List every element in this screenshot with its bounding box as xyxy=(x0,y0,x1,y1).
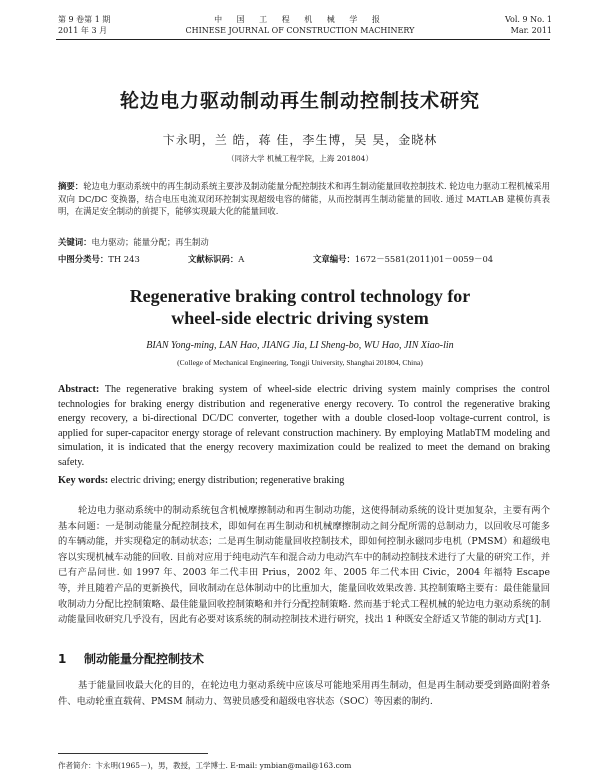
volume-issue-en: Vol. 9 No. 1 xyxy=(505,15,552,24)
intro-paragraph: 轮边电力驱动系统中的制动系统包含机械摩擦制动和再生制动功能，这使得制动系统的设计更加复杂，主要有两个基本问题：一是制动能量分配控制技术，即如何在再生制动和机械摩擦制动之间分配所需的总制动力，以回收尽可能多的车辆动能，并实现稳定的制动状态；二是再生制动能量回收控制技术，即如何控制永磁同步电机（PMSM）和超级电容以实现机械车动能的回收. 目前对应用于纯电动汽车和混合动力电动汽车中的制动控制技术进行了大量的研究工作，并已有产品问世. 如 1997 年、2003 年二代丰田 Prius，2002 年、2005 年二代本田 Civic，2004 年福特 Escape 等，并且随着产品的更新换代，回收制动在总体制动中的比重加大，能量回收效果改善. 其控制策略主要有：最佳能量回收制动力分配比控制策略、最佳能量回收控制策略和并行分配控制策略. 然而基于轮式工程机械的轮边电力驱动系统的制动能量回收研究几乎没有，因此有必要对该系统的制动控制技术进行研究，找出 1 种既安全舒适又节能的制动方式[1]. xyxy=(58,505,550,626)
section-1-paragraph: 基于能量回收最大化的目的，在轮边电力驱动系统中应该尽可能地采用再生制动，但是再生制动要受到路面附着条件、电动轮重直载荷、PMSM 制动力、驾驶员感受和超级电容状态（SOC）等因素的制约. xyxy=(58,680,550,707)
journal-name-en: CHINESE JOURNAL OF CONSTRUCTION MACHINERY xyxy=(185,26,415,35)
abstract-cn-text: 轮边电力驱动系统中的再生制动系统主要涉及制动能量分配控制技术和再生制动能量回收控制技术. 轮边电力驱动工程机械采用双向 DC/DC 变换器，结合电压电流双闭环控制实现超级电容的储能，从而控制再生制动能量的回收. 通过 MATLAB 建模仿真表明，在满足安全制动的前提下，能够实现最大化的能量回收. xyxy=(58,181,551,217)
author-footnote: 作者简介：卞永明(1965－)，男，教授，工学博士. E-mail: ymbian@mail@163.com xyxy=(58,761,352,770)
authors-cn: 卞永明，兰 皓，蒋 佳，李生博，吴 昊，金晓林 xyxy=(162,133,438,147)
keywords-cn-text: 电力驱动；能量分配；再生制动 xyxy=(91,237,209,247)
keywords-cn-label: 关键词： xyxy=(58,237,92,247)
footnote-rule xyxy=(58,753,208,754)
paper-title-en-line1: Regenerative braking control technology for xyxy=(129,286,471,306)
abstract-en-text: The regenerative braking system of wheel-side electric driving system mainly comprises the control technologies for braking energy distribution and regenerative energy recovery. To control the regenerative braking energy recovery, a bi-directional DC/DC converter, together with a double closed-loop voltage-current control, is applied for super-capacitor energy storage of relevant construction machinery. By employing MatlabTM modeling and simulation, it is indicated that the energy recovery maximization could be realized to meet the demand on braking safety. xyxy=(58,384,550,468)
volume-issue: 第 9 卷第 1 期 xyxy=(58,15,111,24)
paper-title-en xyxy=(0,285,600,329)
paper-title-en-line2: wheel-side electric driving system xyxy=(171,308,429,328)
paper-title-cn: 轮边电力驱动制动再生制动控制技术研究 xyxy=(119,90,480,112)
abstract-en xyxy=(58,383,550,471)
section-title: 制动能量分配控制技术 xyxy=(84,652,205,666)
issue-date: 2011 年 3 月 xyxy=(58,26,108,35)
article-number xyxy=(313,253,493,265)
abstract-en-label: Abstract: xyxy=(58,384,100,395)
journal-name-cn: 中 国 工 程 机 械 学 报 xyxy=(214,15,386,24)
keywords-en-label: Key words: xyxy=(58,475,109,486)
article-no-label: 文章编号： xyxy=(313,254,355,264)
article-no-value: 1672－5581(2011)01－0059－04 xyxy=(354,254,494,264)
affiliation-cn: （同济大学 机械工程学院，上海 201804） xyxy=(227,154,373,163)
clc-label: 中图分类号： xyxy=(58,254,109,264)
authors-en: BIAN Yong-ming, LAN Hao, JIANG Jia, LI Sheng-bo, WU Hao, JIN Xiao-lin xyxy=(146,340,454,351)
affiliation-en: (College of Mechanical Engineering, Tongji University, Shanghai 201804, China) xyxy=(177,358,423,367)
section-number: 1 xyxy=(58,652,67,666)
keywords-en-text: electric driving; energy distribution; regenerative braking xyxy=(108,475,345,486)
doc-code-label: 文献标识码： xyxy=(188,254,239,264)
section-heading xyxy=(58,650,204,667)
clc-value: TH 243 xyxy=(108,254,140,264)
clc-number xyxy=(58,253,140,265)
issue-date-en: Mar. 2011 xyxy=(510,26,552,35)
doc-code-value: A xyxy=(238,254,245,264)
abstract-cn-label: 摘要： xyxy=(58,181,84,191)
abstract-cn xyxy=(58,180,550,218)
keywords-cn xyxy=(58,236,209,248)
journal-volume-info-en xyxy=(505,14,552,36)
keywords-en xyxy=(58,475,344,486)
header-rule xyxy=(56,39,550,40)
document-code xyxy=(188,253,244,265)
